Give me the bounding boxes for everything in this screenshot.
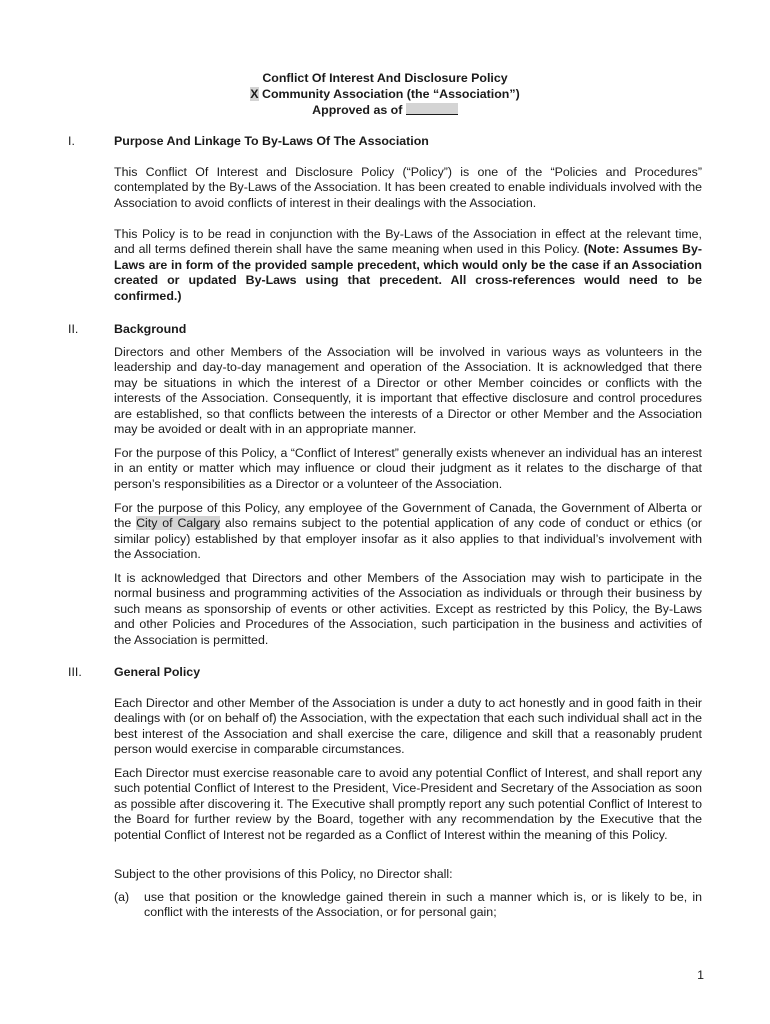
page-number: 1 [697, 968, 704, 982]
section-2-number: II. [68, 322, 79, 336]
section-3-title: General Policy [114, 665, 201, 679]
paragraph-government-employees [114, 501, 702, 563]
association-placeholder: X [250, 87, 259, 101]
paragraph-reporting: Each Director must exercise reasonable care to avoid any potential Conflict of Interest, and shall report any such potential Conflict of Interest to the President, Vice-President and Secretary of the Association as soon as possible after discovering it. The Executive shall promptly report any such potential Conflict of Interest to the Board for further review by the Board, together with any recommendation by the Executive that the potential Conflict of Interest not be regarded as a Conflict of Interest within the meaning of this Policy. [114, 766, 702, 842]
approval-label: Approved as of [312, 103, 406, 117]
paragraph-conflict-definition: For the purpose of this Policy, a “Conflict of Interest” generally exists whenever an individual has an interest in an entity or matter which may influence or cloud their judgment as it relates to the discharge of that person’s responsibilities as a Director or a volunteer of the Association. [114, 446, 702, 491]
paragraph-purpose: This Conflict Of Interest and Disclosure Policy (“Policy”) is one of the “Policies and Procedures” contemplated by the By-Laws of the Association. It has been created to enable individuals involved with the Association to avoid conflicts of interest in their dealings with the Association. [114, 165, 702, 210]
section-2-title: Background [114, 322, 187, 336]
paragraph-background: Directors and other Members of the Association will be involved in various ways as volunteers in the leadership and day-to-day management and operation of the Association. It is acknowledged that there may be situations in which the interest of a Director or other Member coincides or conflicts with the interests of the Association. Consequently, it is important that effective disclosure and control procedures are established, so that conflicts between the interests of a Director or other Member and the Association may be avoided or dealt with in an appropriate manner. [114, 345, 702, 437]
approval-date-blank [406, 103, 458, 115]
association-name-line [0, 86, 770, 102]
paragraph-duty: Each Director and other Member of the Association is under a duty to act honestly and in good faith in their dealings with (or on behalf of) the Association, with the expectation that each such individual shall act in the best interest of the Association and shall exercise the care, diligence and skill that a reasonably prudent person would exercise in comparable circumstances. [114, 696, 702, 757]
paragraph-bylaws [114, 227, 702, 304]
approval-line [0, 102, 770, 118]
paragraph-bylaws-text: This Policy is to be read in conjunction with the By-Laws of the Association in effect at the relevant time, and all terms defined therein shall have the same meaning when used in this Policy. [114, 227, 702, 257]
section-1-number: I. [68, 134, 75, 148]
list-item-a-label: (a) [114, 890, 130, 904]
paragraph-participation: It is acknowledged that Directors and other Members of the Association may wish to participate in the normal business and programming activities of the Association as individuals or through their business by such means as sponsorship of events or other activities. Except as restricted by this Policy, the By-Laws and other Policies and Procedures of the Association, such participation in the business and activities of the Association is permitted. [114, 571, 702, 647]
paragraph-restrictions-intro: Subject to the other provisions of this Policy, no Director shall: [114, 867, 453, 881]
section-3-number: III. [68, 665, 82, 679]
document-title: Conflict Of Interest And Disclosure Policy [262, 71, 508, 85]
paragraph-government-text-a: For the purpose of this Policy, any employee of the Government of Canada, the Government of Alberta or the [114, 501, 702, 531]
association-name-text: Community Association (the “Association”) [258, 87, 520, 101]
list-item-a-text: use that position or the knowledge gained therein in such a manner which is, or is likely to be, in conflict with the interests of the Association, or for personal gain; [144, 890, 702, 920]
paragraph-government-text-b: also remains subject to the potential application of any code of conduct or ethics (or similar policy) established by that employer insofar as it also applies to that individual’s involvement with the Association. [114, 516, 702, 562]
section-1-title: Purpose And Linkage To By-Laws Of The Association [114, 134, 429, 148]
paragraph-bylaws-note: (Note: Assumes By-Laws are in form of the provided sample precedent, which would only be the case if an Association created or updated By-Laws using that precedent. All cross-references would need to be confirmed.) [114, 242, 702, 303]
city-placeholder: City of Calgary [136, 516, 221, 531]
